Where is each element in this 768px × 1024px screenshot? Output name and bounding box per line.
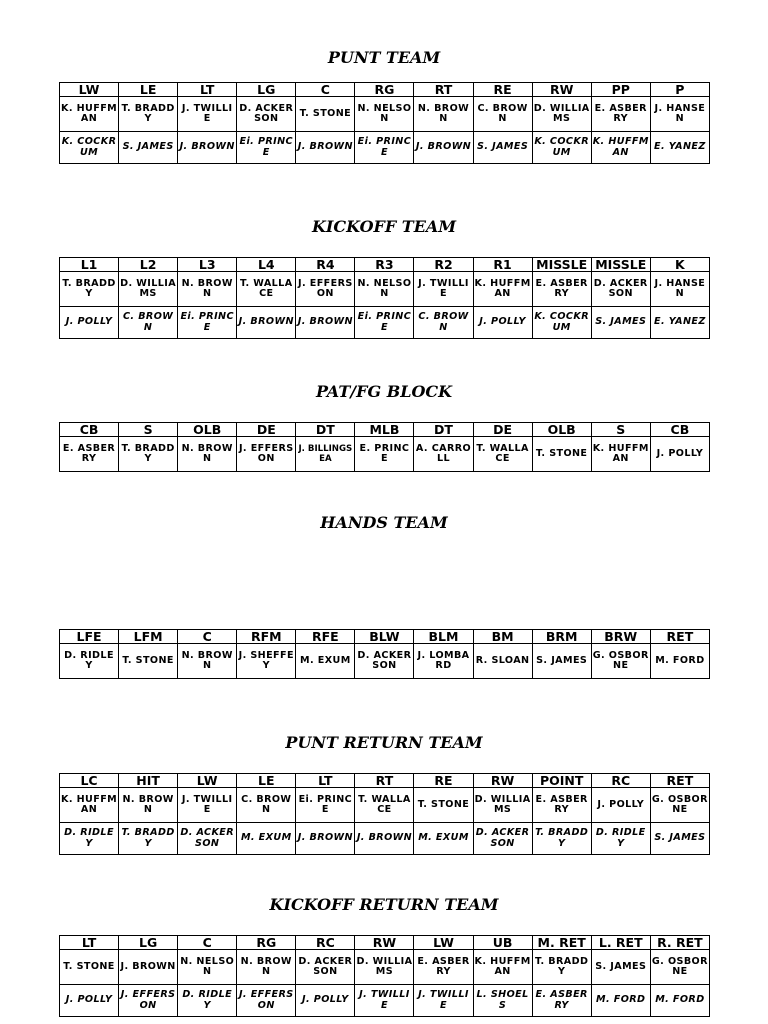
player-cell: G. OSBORNE: [591, 644, 650, 679]
position-header: CB: [650, 423, 709, 437]
player-cell: Ei. PRINCE: [355, 307, 414, 339]
position-header: R3: [355, 258, 414, 272]
player-cell: D. ACKERSON: [473, 823, 532, 855]
player-cell: S. JAMES: [650, 823, 709, 855]
player-cell: J. POLLY: [60, 307, 119, 339]
player-cell: D. WILLIAMS: [473, 788, 532, 823]
player-cell: M. FORD: [650, 985, 709, 1017]
kickoff-return-team-title: KICKOFF RETURN TEAM: [269, 895, 499, 914]
position-header: RT: [355, 774, 414, 788]
position-header: RT: [414, 83, 473, 97]
position-header: LW: [414, 936, 473, 950]
player-cell: K. COCKRUM: [60, 132, 119, 164]
player-cell: T. STONE: [532, 437, 591, 472]
player-cell: J. EFFERSON: [296, 272, 355, 307]
player-cell: D. ACKERSON: [591, 272, 650, 307]
position-header: M. RET: [532, 936, 591, 950]
backup-row: [60, 132, 710, 164]
position-header: DT: [296, 423, 355, 437]
position-header: RG: [355, 83, 414, 97]
player-cell: K. COCKRUM: [532, 132, 591, 164]
position-header: CB: [60, 423, 119, 437]
position-header-row: [60, 258, 710, 272]
player-cell: J. BROWN: [414, 132, 473, 164]
player-cell: S. JAMES: [591, 307, 650, 339]
player-cell: E. ASBERRY: [532, 788, 591, 823]
player-cell: N. BROWN: [414, 97, 473, 132]
position-header: RE: [414, 774, 473, 788]
player-cell: Ei. PRINCE: [178, 307, 237, 339]
punt-return-team-table: [59, 773, 710, 855]
player-cell: N. BROWN: [178, 644, 237, 679]
position-header: P: [650, 83, 709, 97]
player-cell: K. HUFFMAN: [60, 97, 119, 132]
position-header: R2: [414, 258, 473, 272]
punt-team-title: PUNT TEAM: [327, 48, 441, 67]
position-header: LT: [296, 774, 355, 788]
position-header: LW: [60, 83, 119, 97]
player-cell: J. EFFERSON: [119, 985, 178, 1017]
position-header: LW: [178, 774, 237, 788]
position-header-row: [60, 83, 710, 97]
player-cell: J. BROWN: [119, 950, 178, 985]
position-header: HIT: [119, 774, 178, 788]
position-header: LC: [60, 774, 119, 788]
player-cell: T. BRADDY: [532, 950, 591, 985]
position-header: POINT: [532, 774, 591, 788]
starter-row: [60, 97, 710, 132]
position-header: RFE: [296, 630, 355, 644]
starter-row: [60, 272, 710, 307]
position-header: LE: [119, 83, 178, 97]
position-header: BLM: [414, 630, 473, 644]
player-cell: M. EXUM: [414, 823, 473, 855]
position-header: C: [178, 936, 237, 950]
player-cell: J. POLLY: [473, 307, 532, 339]
player-cell: T. WALLACE: [237, 272, 296, 307]
player-cell: J. BROWN: [296, 307, 355, 339]
starter-row: [60, 788, 710, 823]
hands-team-table: [59, 629, 710, 679]
position-header: MISSLE: [532, 258, 591, 272]
player-cell: C. BROWN: [473, 97, 532, 132]
player-cell: M. FORD: [650, 644, 709, 679]
position-header: LFM: [119, 630, 178, 644]
player-cell: D. RIDLEY: [178, 985, 237, 1017]
player-cell: G. OSBORNE: [650, 950, 709, 985]
position-header-row: [60, 423, 710, 437]
position-header: BRW: [591, 630, 650, 644]
position-header: BLW: [355, 630, 414, 644]
player-cell: N. BROWN: [119, 788, 178, 823]
player-cell: J. TWILLIE: [414, 985, 473, 1017]
player-cell: J. SHEFFEY: [237, 644, 296, 679]
position-header: DE: [237, 423, 296, 437]
player-cell: T. STONE: [296, 97, 355, 132]
position-header-row: [60, 774, 710, 788]
position-header: RC: [591, 774, 650, 788]
starter-row: [60, 437, 710, 472]
position-header: LE: [237, 774, 296, 788]
player-cell: T. BRADDY: [119, 437, 178, 472]
player-cell: R. SLOAN: [473, 644, 532, 679]
player-cell: T. WALLACE: [355, 788, 414, 823]
player-cell: N. NELSON: [355, 272, 414, 307]
player-cell: N. NELSON: [178, 950, 237, 985]
position-header: LG: [237, 83, 296, 97]
position-header: L2: [119, 258, 178, 272]
position-header: R. RET: [650, 936, 709, 950]
player-cell: N. BROWN: [178, 272, 237, 307]
pat-fg-block-table: [59, 422, 710, 472]
player-cell: N. BROWN: [178, 437, 237, 472]
position-header: RE: [473, 83, 532, 97]
player-cell: E. ASBERRY: [591, 97, 650, 132]
player-cell: Ei. PRINCE: [237, 132, 296, 164]
position-header: MLB: [355, 423, 414, 437]
position-header: MISSLE: [591, 258, 650, 272]
position-header: RG: [237, 936, 296, 950]
player-cell: Ei. PRINCE: [296, 788, 355, 823]
player-cell: S. JAMES: [119, 132, 178, 164]
player-cell: E. YANEZ: [650, 132, 709, 164]
player-cell: T. BRADDY: [119, 823, 178, 855]
player-cell: D. ACKERSON: [296, 950, 355, 985]
player-cell: J. TWILLIE: [414, 272, 473, 307]
player-cell: J. BILLINGSEA: [296, 437, 355, 472]
position-header: RW: [473, 774, 532, 788]
player-cell: T. STONE: [60, 950, 119, 985]
player-cell: K. HUFFMAN: [591, 132, 650, 164]
position-header: RW: [355, 936, 414, 950]
position-header: C: [178, 630, 237, 644]
player-cell: S. JAMES: [532, 644, 591, 679]
backup-row: [60, 823, 710, 855]
kickoff-return-team-table: [59, 935, 710, 1017]
position-header: C: [296, 83, 355, 97]
position-header: RET: [650, 630, 709, 644]
backup-row: [60, 985, 710, 1017]
kickoff-team-title: KICKOFF TEAM: [311, 217, 457, 236]
player-cell: J. POLLY: [650, 437, 709, 472]
player-cell: S. JAMES: [473, 132, 532, 164]
backup-row: [60, 307, 710, 339]
player-cell: J. POLLY: [60, 985, 119, 1017]
player-cell: J. POLLY: [296, 985, 355, 1017]
position-header: R1: [473, 258, 532, 272]
position-header: PP: [591, 83, 650, 97]
player-cell: N. NELSON: [355, 97, 414, 132]
position-header: UB: [473, 936, 532, 950]
player-cell: K. COCKRUM: [532, 307, 591, 339]
player-cell: E. ASBERRY: [532, 272, 591, 307]
player-cell: D. WILLIAMS: [532, 97, 591, 132]
player-cell: E. YANEZ: [650, 307, 709, 339]
player-cell: J. BROWN: [237, 307, 296, 339]
player-cell: K. HUFFMAN: [473, 950, 532, 985]
player-cell: E. PRINCE: [355, 437, 414, 472]
player-cell: E. ASBERRY: [60, 437, 119, 472]
player-cell: M. EXUM: [237, 823, 296, 855]
player-cell: D. RIDLEY: [60, 644, 119, 679]
position-header: OLB: [532, 423, 591, 437]
player-cell: D. ACKERSON: [237, 97, 296, 132]
position-header: LFE: [60, 630, 119, 644]
player-cell: L. SHOELS: [473, 985, 532, 1017]
player-cell: J. EFFERSON: [237, 437, 296, 472]
player-cell: D. RIDLEY: [591, 823, 650, 855]
position-header: RW: [532, 83, 591, 97]
player-cell: J. BROWN: [296, 132, 355, 164]
position-header: LT: [60, 936, 119, 950]
player-cell: T. STONE: [119, 644, 178, 679]
player-cell: D. ACKERSON: [178, 823, 237, 855]
player-cell: G. OSBORNE: [650, 788, 709, 823]
player-cell: A. CARROLL: [414, 437, 473, 472]
player-cell: D. WILLIAMS: [355, 950, 414, 985]
player-cell: T. STONE: [414, 788, 473, 823]
player-cell: J. POLLY: [591, 788, 650, 823]
player-cell: J. TWILLIE: [178, 788, 237, 823]
position-header: RFM: [237, 630, 296, 644]
position-header: BM: [473, 630, 532, 644]
position-header: K: [650, 258, 709, 272]
player-cell: J. HANSEN: [650, 97, 709, 132]
position-header: LG: [119, 936, 178, 950]
player-cell: J. TWILLIE: [355, 985, 414, 1017]
player-cell: J. HANSEN: [650, 272, 709, 307]
player-cell: K. HUFFMAN: [591, 437, 650, 472]
player-cell: C. BROWN: [414, 307, 473, 339]
player-cell: C. BROWN: [119, 307, 178, 339]
hands-team-title: HANDS TEAM: [320, 513, 448, 532]
position-header: RET: [650, 774, 709, 788]
pat-fg-block-title: PAT/FG BLOCK: [315, 382, 453, 401]
player-cell: J. BROWN: [178, 132, 237, 164]
position-header: L3: [178, 258, 237, 272]
position-header: L1: [60, 258, 119, 272]
position-header: R4: [296, 258, 355, 272]
player-cell: E. ASBERRY: [532, 985, 591, 1017]
player-cell: T. WALLACE: [473, 437, 532, 472]
player-cell: J. EFFERSON: [237, 985, 296, 1017]
player-cell: M. EXUM: [296, 644, 355, 679]
punt-return-team-title: PUNT RETURN TEAM: [285, 733, 483, 752]
player-cell: Ei. PRINCE: [355, 132, 414, 164]
position-header-row: [60, 936, 710, 950]
player-cell: J. TWILLIE: [178, 97, 237, 132]
player-cell: C. BROWN: [237, 788, 296, 823]
player-cell: D. WILLIAMS: [119, 272, 178, 307]
position-header: BRM: [532, 630, 591, 644]
player-cell: K. HUFFMAN: [60, 788, 119, 823]
starter-row: [60, 644, 710, 679]
position-header: LT: [178, 83, 237, 97]
position-header-row: [60, 630, 710, 644]
position-header: RC: [296, 936, 355, 950]
player-cell: J. LOMBARD: [414, 644, 473, 679]
player-cell: D. RIDLEY: [60, 823, 119, 855]
punt-team-table: [59, 82, 710, 164]
player-cell: T. BRADDY: [119, 97, 178, 132]
position-header: S: [119, 423, 178, 437]
player-cell: E. ASBERRY: [414, 950, 473, 985]
starter-row: [60, 950, 710, 985]
position-header: S: [591, 423, 650, 437]
player-cell: J. BROWN: [355, 823, 414, 855]
player-cell: T. BRADDY: [60, 272, 119, 307]
player-cell: N. BROWN: [237, 950, 296, 985]
position-header: L4: [237, 258, 296, 272]
position-header: OLB: [178, 423, 237, 437]
player-cell: D. ACKERSON: [355, 644, 414, 679]
kickoff-team-table: [59, 257, 710, 339]
player-cell: M. FORD: [591, 985, 650, 1017]
player-cell: S. JAMES: [591, 950, 650, 985]
position-header: L. RET: [591, 936, 650, 950]
player-cell: J. BROWN: [296, 823, 355, 855]
position-header: DE: [473, 423, 532, 437]
player-cell: K. HUFFMAN: [473, 272, 532, 307]
player-cell: T. BRADDY: [532, 823, 591, 855]
position-header: DT: [414, 423, 473, 437]
